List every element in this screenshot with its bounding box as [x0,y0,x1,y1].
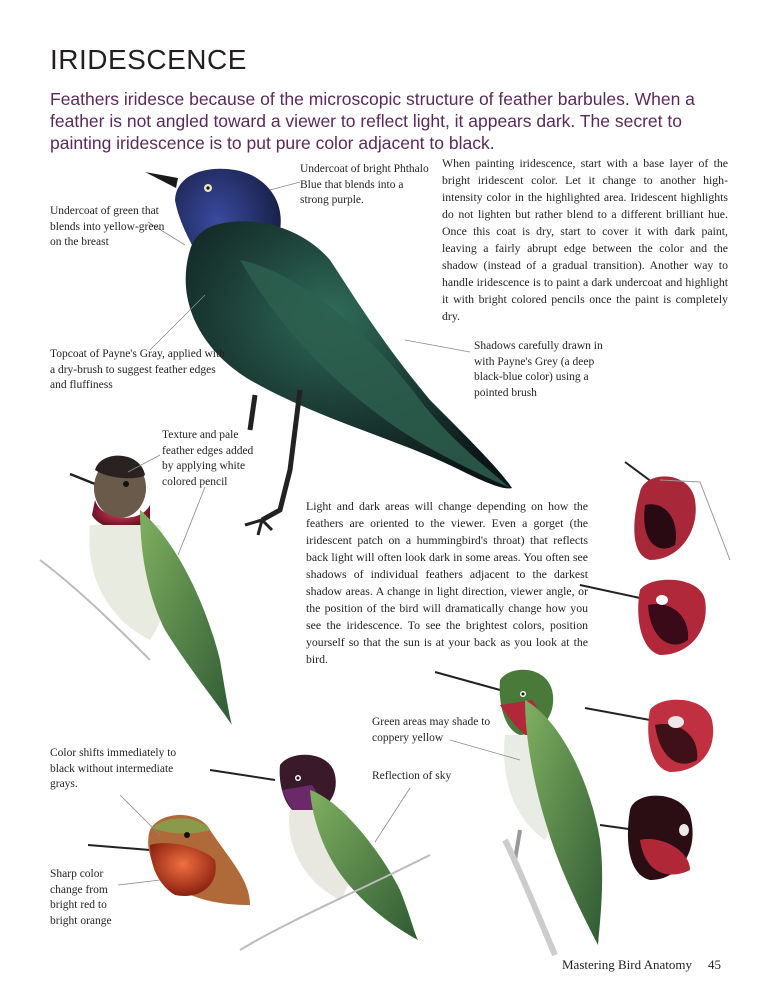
caption-texture: Texture and pale feather edges added by applying white colored pencil [162,429,254,488]
page-title: IRIDESCENCE [50,44,247,75]
caption-reflection: Reflection of sky [372,770,452,782]
hummingbird-left-illustration [40,456,232,725]
caption-topcoat: Topcoat of Payne's Gray, applied with a dry-brush to suggest feather edges and fluffiness [50,348,225,391]
lead-paragraph: Feathers iridesce because of the microscopic structure of feather barbules. When a feather is not angled toward a viewer to reflect light, it appears dark. The secret to painting iridescence is to put pure color adjacent to black. [50,89,695,153]
caption-sharp-change: Sharp color change from bright red to bright orange [50,868,112,927]
page-number: 45 [708,957,721,972]
paragraph-light-and-dark: Light and dark areas will change depending on how the feathers are oriented to the viewer. Even a gorget (the iridescent patch on a hummingbird's throat) that reflects back light will often look dark in some areas. You often see shadows of individual feathers adjacent to the darkest shadow areas. A change in light direction, viewer angle, or the position of the bird will dramatically change how you see the iridescence. To see the brightest colors, position yourself so that the sun is at your back as you look at the bird. [306,499,588,666]
caption-green-areas: Green areas may shade to coppery yellow [372,716,491,744]
caption-undercoat-blue: Undercoat of bright Phthalo Blue that blends into a strong purple. [300,163,429,206]
hummingbird-right-illustration [435,670,602,955]
caption-undercoat-green: Undercoat of green that blends into yellow-green on the breast [50,205,165,248]
footer-book-title: Mastering Bird Anatomy [562,957,692,972]
hummingbird-head-studies [580,462,730,880]
caption-color-shifts: Color shifts immediately to black without intermediate grays. [50,747,177,790]
paragraph-painting-iridescence: When painting iridescence, start with a base layer of the bright iridescent color. Let it change to another high-intensity color in the highlighted area. Iridescent highlights do not lighten but rather blend to a different brilliant hue. Once this coat is dry, start to cover it with dark paint, leaving a fairly abrupt edge between the color and the shadow (instead of a gradual transition). Another way to handle iridescence is to paint a dark undercoat and highlight it with bright colored pencils once the paint is completely dry. [442,156,728,323]
caption-shadows: Shadows carefully drawn in with Payne's Grey (a deep black-blue color) using a pointed brush [474,340,603,399]
